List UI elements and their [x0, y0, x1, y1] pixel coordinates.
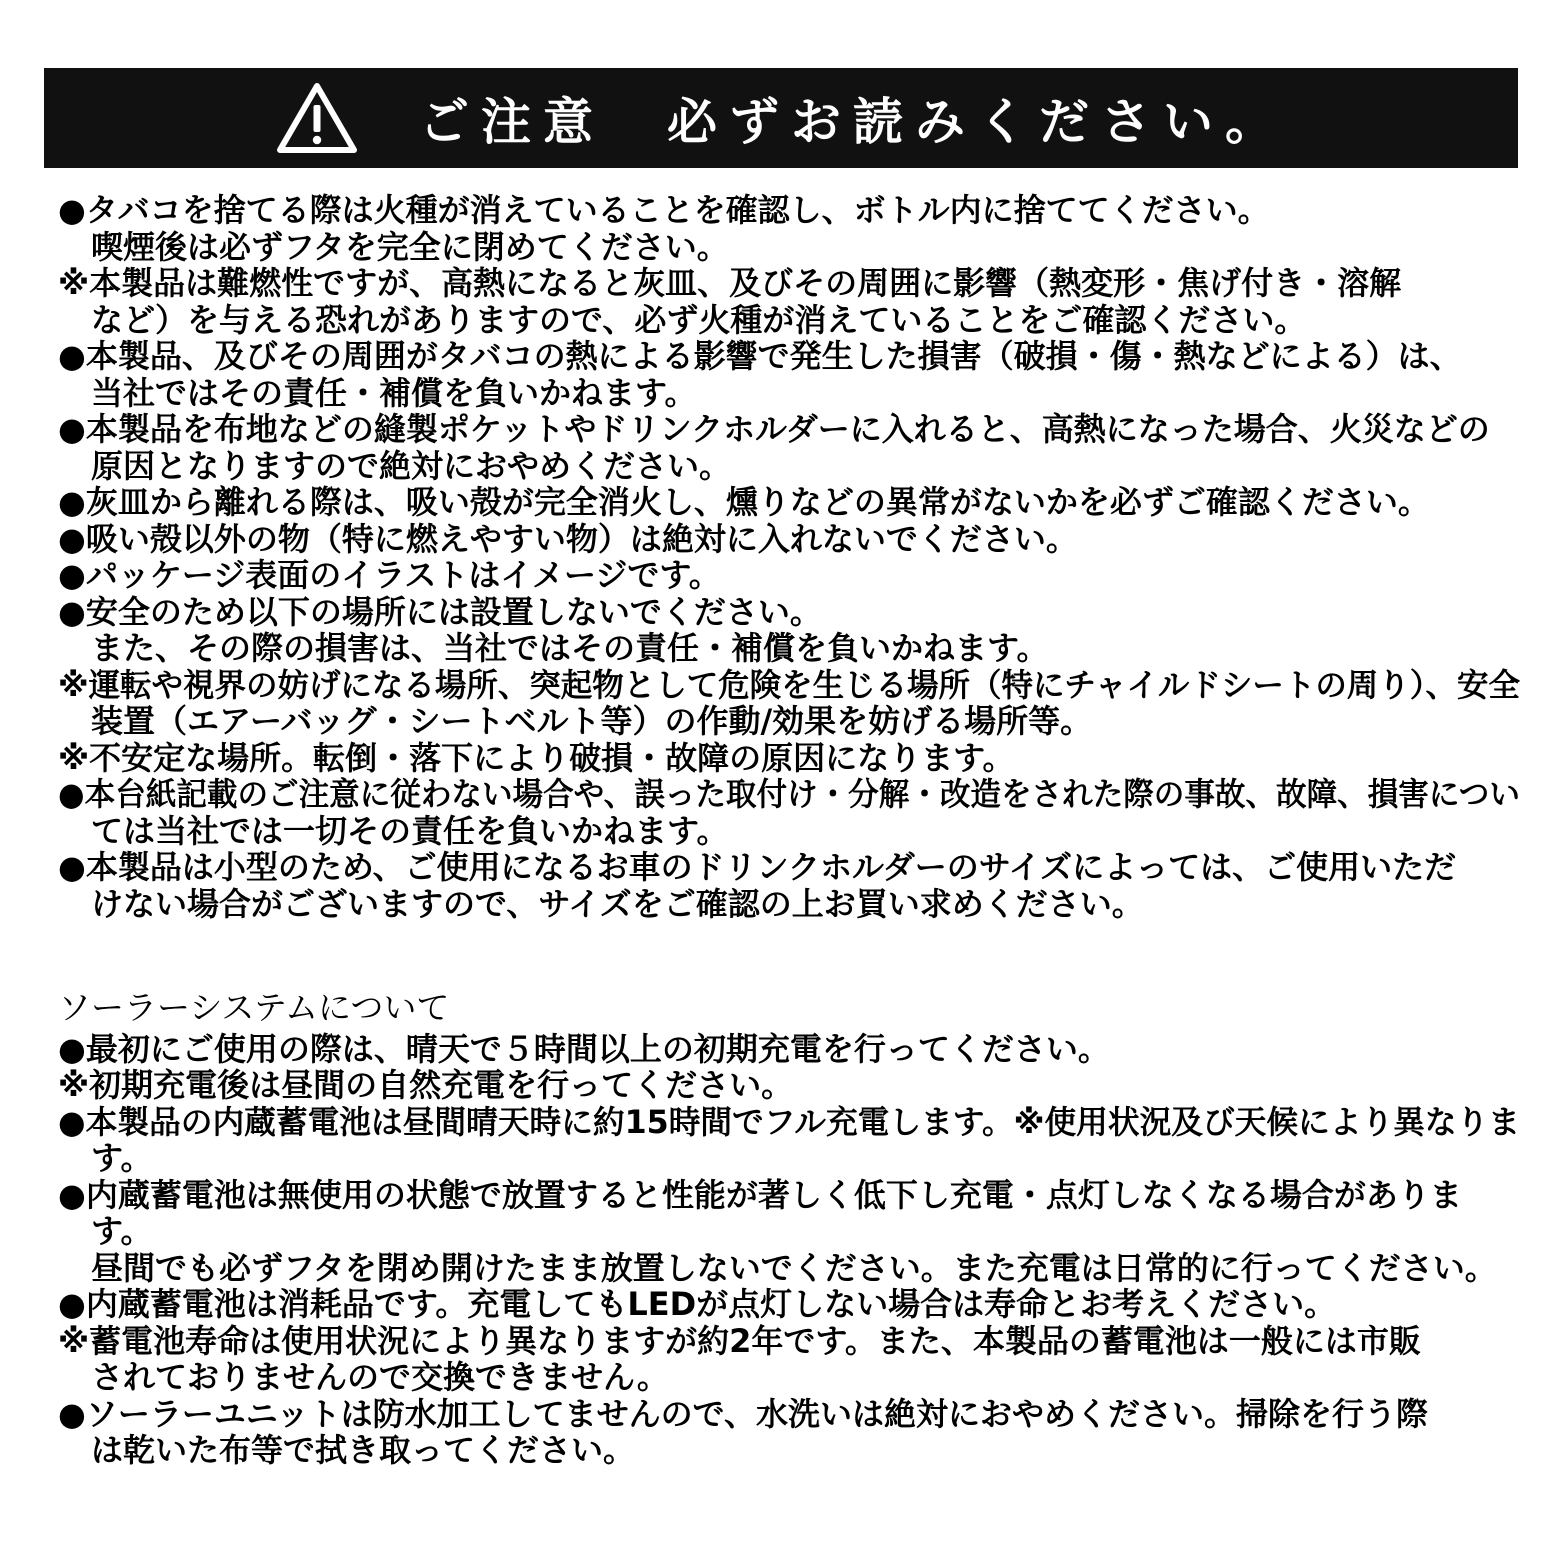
solar-line: ●内蔵蓄電池は無使用の状態で放置すると性能が著しく低下し充電・点灯しなくなる場合がありま	[58, 1175, 1462, 1214]
solar-item	[58, 1104, 1520, 1177]
caution-item	[58, 740, 1520, 777]
caution-item	[58, 192, 1520, 265]
caution-item	[58, 594, 1520, 667]
solar-item	[58, 1323, 1520, 1396]
caution-item	[58, 484, 1520, 521]
caution-line: ●パッケージ表面のイラストはイメージです。	[58, 556, 721, 594]
solar-line: す。	[91, 1139, 153, 1177]
caution-item	[58, 776, 1520, 849]
caution-line: 喫煙後は必ずフタを完全に閉めてください。	[91, 227, 729, 266]
warning-banner	[44, 68, 1518, 168]
caution-line: ※不安定な場所。転倒・落下により破損・故障の原因になります。	[58, 738, 1015, 777]
solar-item	[58, 1067, 1520, 1104]
caution-list	[58, 192, 1520, 922]
caution-item	[58, 849, 1520, 922]
caution-item	[58, 265, 1520, 338]
caution-line: また、その際の損害は、当社ではその責任・補償を負いかねます。	[91, 629, 1049, 667]
caution-line: ※本製品は難燃性ですが、高熱になると灰皿、及びその周囲に影響（熱変形・焦げ付き・溶解	[58, 264, 1402, 302]
caution-item	[58, 411, 1520, 484]
caution-line: ※運転や視界の妨げになる場所、突起物として危険を生じる場所（特にチャイルドシートの周り）、安全	[58, 665, 1520, 704]
solar-line: ●内蔵蓄電池は消耗品です。充電してもLEDが点灯しない場合は寿命とお考えください。	[58, 1285, 1337, 1323]
solar-line: ※蓄電池寿命は使用状況により異なりますが約2年です。また、本製品の蓄電池は一般には市販	[58, 1321, 1421, 1360]
caution-line: ●本製品を布地などの縫製ポケットやドリンクホルダーに入れると、高熱になった場合、火災などの	[58, 410, 1490, 448]
solar-item	[58, 1396, 1520, 1469]
solar-list	[58, 1031, 1520, 1469]
caution-line: ●本製品は小型のため、ご使用になるお車のドリンクホルダーのサイズによっては、ご使用いただ	[58, 848, 1457, 886]
caution-line: など）を与える恐れがありますので、必ず火種が消えていることをご確認ください。	[91, 300, 1307, 339]
caution-line: ●吸い殻以外の物（特に燃えやすい物）は絶対に入れないでください。	[58, 519, 1078, 558]
banner-title: ご注意 必ずお読みください。	[419, 93, 1287, 151]
caution-line: ●本台紙記載のご注意に従わない場合や、誤った取付け・分解・改造をされた際の事故、故障、損害につい	[58, 775, 1520, 813]
caution-item	[58, 338, 1520, 411]
solar-line: ●ソーラーユニットは防水加工してませんので、水洗いは絶対におやめください。掃除を行う際	[58, 1394, 1429, 1433]
caution-line: けない場合がございますので、サイズをご確認の上お買い求めください。	[91, 884, 1144, 923]
solar-item	[58, 1031, 1520, 1068]
solar-line: す。	[91, 1212, 153, 1250]
solar-line: されておりませんので交換できません。	[91, 1358, 669, 1396]
solar-line: ※初期充電後は昼間の自然充電を行ってください。	[58, 1066, 794, 1104]
notice-content	[58, 192, 1520, 1469]
caution-item	[58, 667, 1520, 740]
solar-line: ●本製品の内蔵蓄電池は昼間晴天時に約15時間でフル充電します。※使用状況及び天候により異なりま	[58, 1102, 1521, 1141]
caution-line: ●タバコを捨てる際は火種が消えていることを確認し、ボトル内に捨ててください。	[58, 191, 1270, 229]
warning-triangle-icon	[275, 81, 359, 155]
caution-line: ●本製品、及びその周囲がタバコの熱による影響で発生した損害（破損・傷・熱などによる）は、	[58, 337, 1462, 375]
caution-item	[58, 557, 1520, 594]
caution-line: ●灰皿から離れる際は、吸い殻が完全消火し、燻りなどの異常がないかを必ずご確認ください。	[58, 483, 1430, 521]
solar-line: ●最初にご使用の際は、晴天で５時間以上の初期充電を行ってください。	[58, 1029, 1110, 1068]
caution-line: 当社ではその責任・補償を負いかねます。	[91, 373, 697, 412]
caution-line: 装置（エアーバッグ・シートベルト等）の作動/効果を妨げる場所等。	[91, 702, 1093, 740]
solar-item	[58, 1177, 1520, 1287]
caution-line: ては当社では一切その責任を負いかねます。	[91, 811, 729, 850]
solar-item	[58, 1286, 1520, 1323]
solar-line: は乾いた布等で拭き取ってください。	[91, 1431, 636, 1469]
caution-line: 原因となりますので絶対におやめください。	[91, 446, 732, 485]
caution-line: ●安全のため以下の場所には設置しないでください。	[58, 592, 822, 631]
solar-line: 昼間でも必ずフタを閉め開けたまま放置しないでください。また充電は日常的に行ってください。	[91, 1248, 1497, 1287]
caution-item	[58, 521, 1520, 558]
solar-section-heading: ソーラーシステムについて	[58, 988, 450, 1027]
